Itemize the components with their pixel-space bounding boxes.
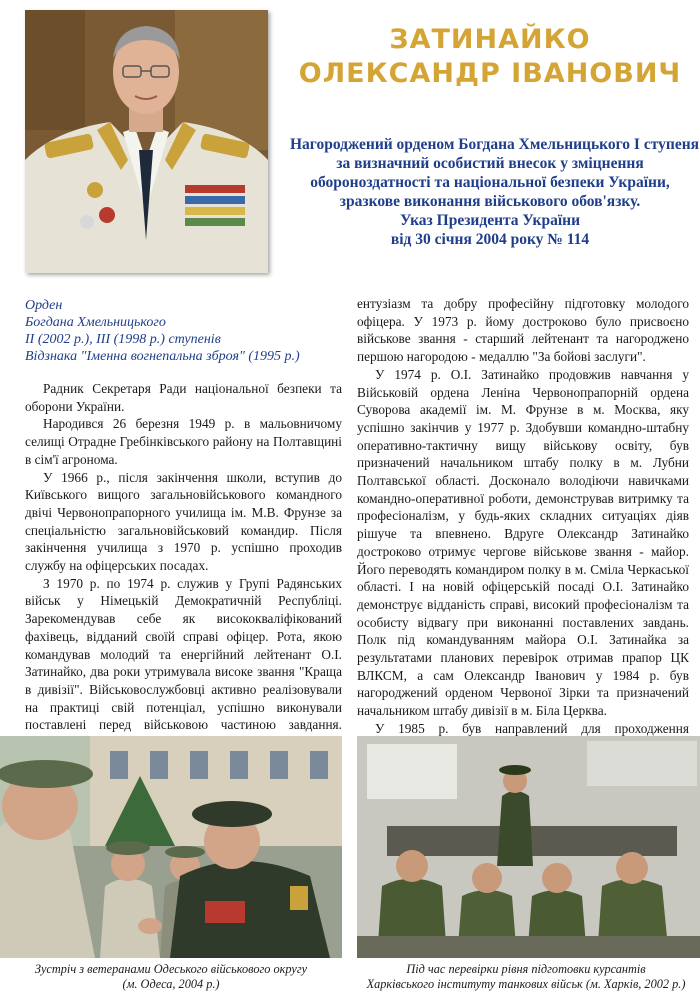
orders-line: Орден [25, 298, 63, 313]
name-surname: ЗАТИНАЙКО [389, 24, 591, 55]
orders-line: Богдана Хмельницького [25, 315, 166, 330]
award-line: Указ Президента України [399, 212, 581, 229]
right-photo-caption [352, 962, 700, 992]
paragraph: У 1985 р. був направлений для проходження [375, 720, 689, 736]
paragraph: З 1970 р. по 1974 р. служив у Групі Радянських військ у Німецькій Демократичній Республіці. Зарекомендував себе як висококваліфікований фахівець, відданий своїй справі офіцер. Рота, якою командував молодий та енергійний лейтенант О.І. Затинайко, два роки утримувала високе звання "Краща в дивізії". Військовослужбовці активно реалізовували на практиці свій потенціал, успішно виконували поставлені перед військовою частиною завдання. [25, 575, 342, 733]
cadets-photo [357, 736, 700, 958]
award-line: зразкове виконання військового обов'язку. [339, 193, 641, 210]
caption-line: (м. Одеса, 2004 р.) [122, 977, 220, 991]
caption-line: Під час перевірки рівня підготовки курсантів [406, 962, 646, 976]
award-block [290, 135, 700, 249]
paragraph: У 1966 р., після закінчення школи, вступив до Київського вищого загальновійськового командного двічі Червонопрапорного училища ім. М.В. Фрунзе за спеціальністю загальновійськовий командир. Після закінчення училища з 1970 р. успішно проходив службу на офіцерських посадах. [25, 469, 342, 574]
portrait-photo [25, 10, 268, 273]
caption-line: Зустріч з ветеранами Одеського військового округу [34, 962, 308, 976]
award-line: від 30 січня 2004 року № 114 [390, 231, 590, 248]
award-line: обороноздатності та національної безпеки України, [310, 174, 670, 191]
veterans-illustration [0, 736, 342, 958]
paragraph: У 1974 р. О.І. Затинайко продовжив навчання у Військовій ордена Леніна Червонопрапорній ордена Суворова академії ім. М. Фрунзе в м. Москва, яку успішно закінчив у 1977 р. Здобувши командно-штабну оперативно-тактичну вищу військову освіту, був призначений начальником штабу полку в м. Лубни Полтавської області. Досконало володіючи навичками командно-оперативної роботи, демонстрував витримку та професіоналізм, у будь-яких складних ситуаціях діяв рішуче та впевнено. Вдруге Олександр Затинайко достроково отримує чергове військове звання - майор. Його переводять командиром полку в м. Сміла Черкаської області. І на новій офіцерській посаді О.І. Затинайко демонструє відданість справі, високий професіоналізм та особисту відвагу при виконанні поставлених завдань. Полк під командуванням майора О.І. Затинайка за результатами планових перевірок отримав прапор ЦК ВЛКСМ, а сам Олександр Іванович у 1984 р. був нагороджений орденом Червоної Зірки та призначений начальником штабу дивізії в м. Біла Церква. [357, 366, 689, 719]
orders-line: II (2002 р.), III (1998 р.) ступенів [25, 332, 221, 347]
award-line: Нагороджений орденом Богдана Хмельницького I ступеня [290, 136, 700, 153]
caption-line: Харківського інституту танкових військ (м. Харків, 2002 р.) [366, 977, 686, 991]
orders-line: Відзнака "Іменна вогнепальна зброя" (1995 р.) [25, 349, 300, 364]
paragraph: ентузіазм та добру професійну підготовку молодого офіцера. У 1973 р. йому достроково було присвоєно військове звання - старший лейтенант та нагороджено першою нагородою - медаллю "За бойові заслуги". [357, 296, 689, 365]
veterans-photo [0, 736, 342, 958]
name-given: ОЛЕКСАНДР ІВАНОВИЧ [298, 58, 682, 89]
paragraph: Радник Секретаря Ради національної безпеки та оборони України. [25, 381, 342, 414]
paragraph: Народився 26 березня 1949 р. в мальовничому селищі Отрадне Гребінківського району на Полтавщині в сім'ї агронома. [25, 416, 342, 467]
award-line: за визначний особистий внесок у зміцнення [336, 155, 644, 172]
left-photo-caption [0, 962, 342, 992]
orders-list [25, 297, 345, 365]
portrait-illustration [25, 10, 268, 273]
right-text-column [357, 295, 689, 773]
left-text-column [25, 380, 342, 752]
cadets-illustration [357, 736, 700, 958]
